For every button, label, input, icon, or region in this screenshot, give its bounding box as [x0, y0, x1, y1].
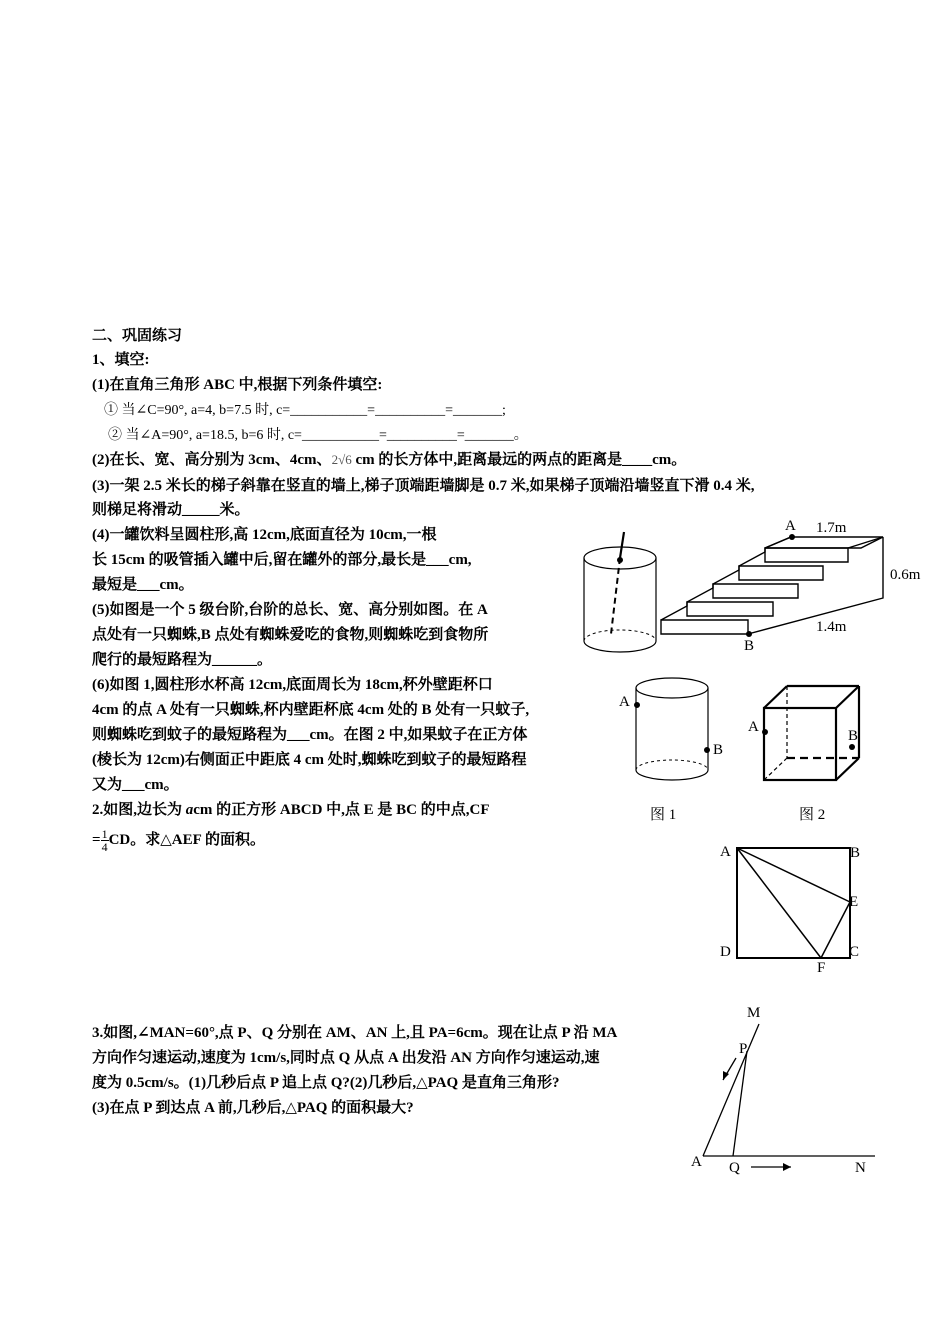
fig2-caption: 图 2 [799, 807, 826, 823]
q3-line2: 方向作匀速运动,速度为 1cm/s,同时点 Q 从点 A 出发沿 AN 方向作匀速运动,速 [92, 1050, 600, 1066]
square-label-c: C [849, 944, 860, 960]
q3-line4: (3)在点 P 到达点 A 前,几秒后,△PAQ 的面积最大? [92, 1100, 414, 1116]
q3-line3: 度为 0.5cm/s。(1)几秒后点 P 追上点 Q?(2)几秒后,△PAQ 是直角三角形? [92, 1075, 560, 1091]
stair-label-b: B [744, 638, 755, 654]
q1-p1-intro: (1)在直角三角形 ABC 中,根据下列条件填空: [92, 377, 383, 393]
square-abcd-figure [712, 838, 872, 978]
q3-line1: 3.如图,∠MAN=60°,点 P、Q 分别在 AM、AN 上,且 PA=6cm。现在让点 P 沿 MA [92, 1025, 618, 1041]
q1-p5-line3: 爬行的最短路程为______。 [92, 652, 273, 668]
angle-label-q: Q [729, 1160, 740, 1176]
q1-p4-line1: (4)一罐饮料呈圆柱形,高 12cm,底面直径为 10cm,一根 [92, 527, 437, 543]
q1-p2-post: cm 的长方体中,距离最远的两点的距离是____cm。 [351, 452, 687, 468]
angle-label-p: P [739, 1041, 748, 1057]
square-label-a: A [720, 844, 731, 860]
stair-width-label: 1.4m [816, 619, 847, 635]
stair-length-label: 1.7m [816, 520, 847, 536]
q2-line2 [92, 828, 265, 853]
square-label-f: F [817, 960, 826, 976]
q1-p4-line2: 长 15cm 的吸管插入罐中后,留在罐外的部分,最长是___cm, [92, 552, 472, 568]
q1-p2 [92, 449, 686, 471]
q1-p6-line2: 4cm 的点 A 处有一只蜘蛛,杯内壁距杯底 4cm 处的 B 处有一只蚊子, [92, 702, 530, 718]
q1-header: 1、填空: [92, 352, 150, 368]
q2-equals: = [92, 831, 101, 848]
stair-label-a: A [785, 518, 796, 534]
q2-line1-post: cm 的正方形 ABCD 中,点 E 是 BC 的中点,CF [193, 802, 490, 818]
angle-label-a: A [691, 1154, 702, 1170]
q2-line1 [92, 799, 490, 821]
q1-p6-line3: 则蜘蛛吃到蚊子的最短路程为___cm。在图 2 中,如果蚊子在正方体 [92, 727, 528, 743]
staircase-figure [655, 515, 945, 657]
fig1-label-a: A [619, 694, 630, 710]
q2-line2-post: CD。求△AEF 的面积。 [108, 831, 265, 848]
sqrt-expression: 2√6 [331, 452, 352, 467]
section-title: 二、巩固练习 [92, 328, 183, 344]
angle-label-n: N [855, 1160, 866, 1176]
fig1-caption: 图 1 [650, 807, 677, 823]
q1-p6-line1: (6)如图 1,圆柱形水杯高 12cm,底面周长为 18cm,杯外壁距杯口 [92, 677, 493, 693]
fig2-label-a: A [748, 719, 759, 735]
q1-p5-line1: (5)如图是一个 5 级台阶,台阶的总长、宽、高分别如图。在 A [92, 602, 488, 618]
square-label-e: E [849, 894, 859, 910]
q1-p6-line5: 又为___cm。 [92, 777, 179, 793]
q1-p2-pre: (2)在长、宽、高分别为 3cm、4cm、 [92, 452, 332, 468]
stair-height-label: 0.6m [890, 567, 921, 583]
q1-p1-a: ① 当∠C=90°, a=4, b=7.5 时, c=___________=__________=_______; [104, 403, 506, 418]
q1-p3-line2: 则梯足将滑动_____米。 [92, 502, 250, 518]
angle-man-figure [685, 1000, 885, 1180]
fraction [101, 828, 109, 853]
square-label-b: B [850, 845, 861, 861]
fig2-label-b: B [848, 728, 859, 744]
q2-variable: a [185, 802, 194, 818]
q1-p6-line4: (棱长为 12cm)右侧面正中距底 4 cm 处时,蜘蛛吃到蚊子的最短路程 [92, 752, 527, 768]
angle-label-m: M [747, 1005, 761, 1021]
fraction-denominator: 4 [101, 840, 108, 854]
cup-cylinder-figure [612, 668, 732, 828]
q1-p3-line1: (3)一架 2.5 米长的梯子斜靠在竖直的墙上,梯子顶端距墙脚是 0.7 米,如果梯子顶端沿墙竖直下滑 0.4 米, [92, 478, 755, 494]
q2-line1-pre: 2.如图,边长为 [92, 802, 186, 818]
cube-figure [742, 672, 872, 828]
fig1-label-b: B [713, 742, 724, 758]
fraction-numerator: 1 [101, 827, 108, 841]
q1-p1-b: ② 当∠A=90°, a=18.5, b=6 时, c=___________=__________=_______。 [108, 428, 528, 443]
q1-p5-line2: 点处有一只蜘蛛,B 点处有蜘蛛爱吃的食物,则蜘蛛吃到食物所 [92, 627, 489, 643]
q1-p4-line3: 最短是___cm。 [92, 577, 194, 593]
square-label-d: D [720, 944, 731, 960]
can-straw-figure [575, 530, 667, 662]
